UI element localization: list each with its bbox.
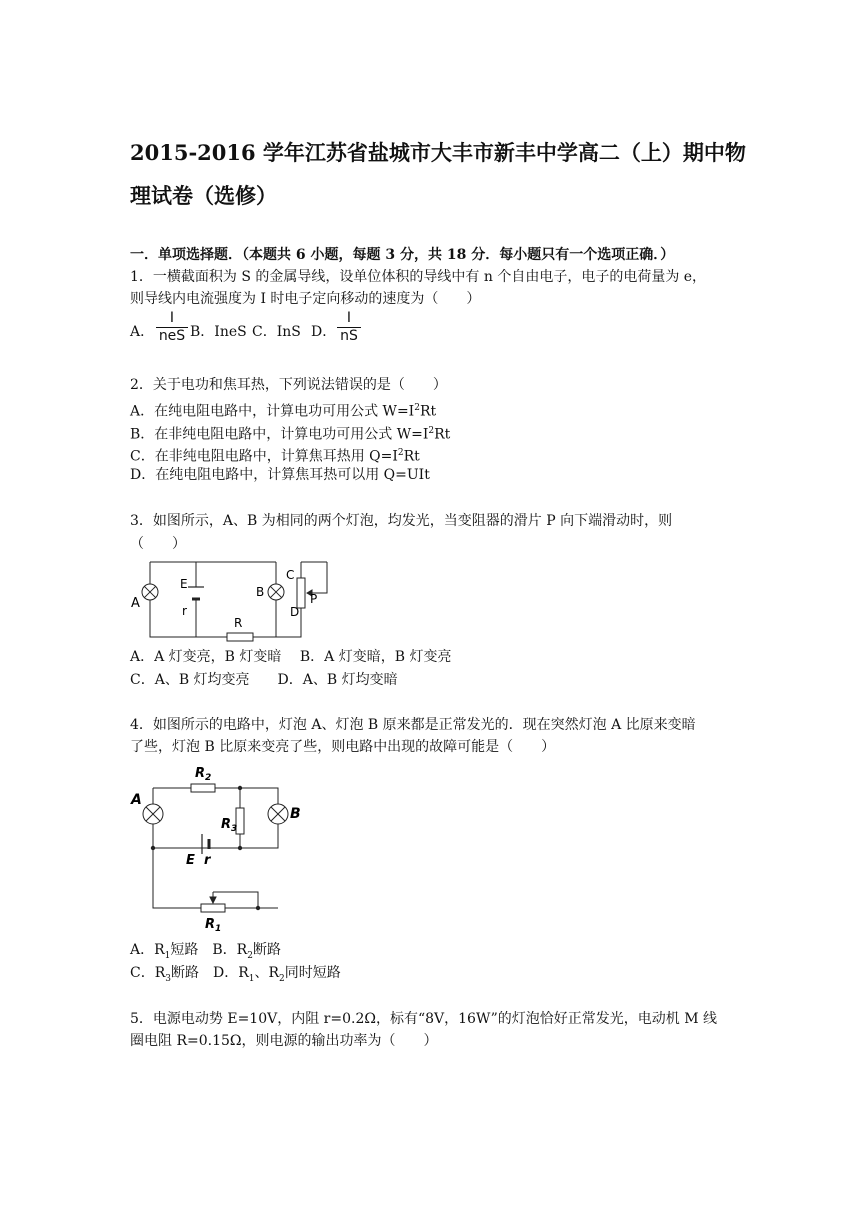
q4-circuit-diagram (128, 760, 318, 935)
fraction-denominator: neS (158, 328, 186, 344)
label-c: C (286, 568, 295, 582)
q1-option-d-label: D． (311, 324, 337, 340)
q2-option-d: D．在纯电阻电路中，计算焦耳热可以用 Q=UIt (130, 467, 430, 483)
q1-stem-line2: 则导线内电流强度为 I 时电子定向移动的速度为（ ） (130, 291, 481, 307)
q1-option-a-label: A． (130, 324, 155, 340)
label-lamp-b: B (256, 585, 265, 599)
label-resistor-r: R (234, 616, 243, 630)
q1-stem-line1: 1．一横截面积为 S 的金属导线，设单位体积的导线中有 n 个自由电子，电子的电荷量为 e， (130, 269, 707, 285)
label-lamp-a: A (131, 792, 142, 808)
q4-stem-line2: 了些，灯泡 B 比原来变亮了些，则电路中出现的故障可能是（ ） (130, 739, 556, 755)
label-r1: $R_1$ (205, 917, 222, 934)
label-r2: $R_2$ (195, 766, 212, 783)
label-emf-e: E (180, 577, 188, 591)
q3-options-cd: C．A、B 灯均变亮 D．A、B 灯均变暗 (130, 672, 398, 688)
q1-option-d-fraction (337, 310, 361, 345)
fraction-numerator: I (346, 310, 352, 326)
q5-stem-line1: 5．电源电动势 E=10V，内阻 r=0.2Ω，标有“8V，16W”的灯泡恰好正常发光，电动机 M 线 (130, 1011, 718, 1027)
section-heading: 一．单项选择题．（本题共 6 小题，每题 3 分，共 18 分．每小题只有一个选项正确．） (130, 247, 675, 263)
exam-title-line2: 理试卷（选修） (130, 183, 277, 208)
label-internal-r: r (182, 604, 187, 618)
q4-stem-line1: 4．如图所示的电路中，灯泡 A、灯泡 B 原来都是正常发光的．现在突然灯泡 A 比原来变暗 (130, 717, 696, 733)
q3-options-ab: A．A 灯变亮，B 灯变暗 B．A 灯变暗，B 灯变亮 (130, 649, 452, 665)
q1-option-c: C．InS (252, 324, 301, 340)
q1-option-a-fraction (156, 310, 188, 345)
label-lamp-a: A (131, 596, 140, 611)
label-slider-p: P (310, 592, 318, 606)
q3-circuit-diagram (126, 555, 336, 645)
label-emf-e: E (186, 853, 195, 868)
label-r3: $R_3$ (221, 817, 238, 834)
q5-stem-line2: 圈电阻 R=0.15Ω，则电源的输出功率为（ ） (130, 1033, 438, 1049)
fraction-denominator: nS (340, 328, 358, 344)
q4-options-ab: A．$R_1$短路 B．$R_2$断路 (130, 942, 281, 961)
label-d: D (290, 605, 300, 619)
fraction-numerator: I (169, 310, 175, 326)
exam-title-line1: 2015-2016 学年江苏省盐城市大丰市新丰中学高二（上）期中物 (130, 140, 746, 165)
q2-option-a: A．在纯电阻电路中，计算电功可用公式 $W=I^2Rt$ (130, 403, 437, 420)
q3-stem-line1: 3．如图所示，A、B 为相同的两个灯泡，均发光，当变阻器的滑片 P 向下端滑动时，则 (130, 513, 673, 529)
label-lamp-b: B (290, 806, 301, 822)
q3-stem-line2: （ ） (130, 536, 186, 552)
q1-option-b: B．IneS (190, 324, 247, 340)
label-internal-r: r (204, 853, 211, 868)
q4-options-cd: C．$R_3$断路 D．$R_1$、$R_2$同时短路 (130, 965, 341, 984)
q2-stem: 2．关于电功和焦耳热，下列说法错误的是（ ） (130, 377, 447, 393)
q2-option-b: B．在非纯电阻电路中，计算电功可用公式 $W=I^2Rt$ (130, 426, 451, 443)
q2-option-c: C．在非纯电阻电路中，计算焦耳热用 $Q=I^2Rt$ (130, 448, 420, 465)
